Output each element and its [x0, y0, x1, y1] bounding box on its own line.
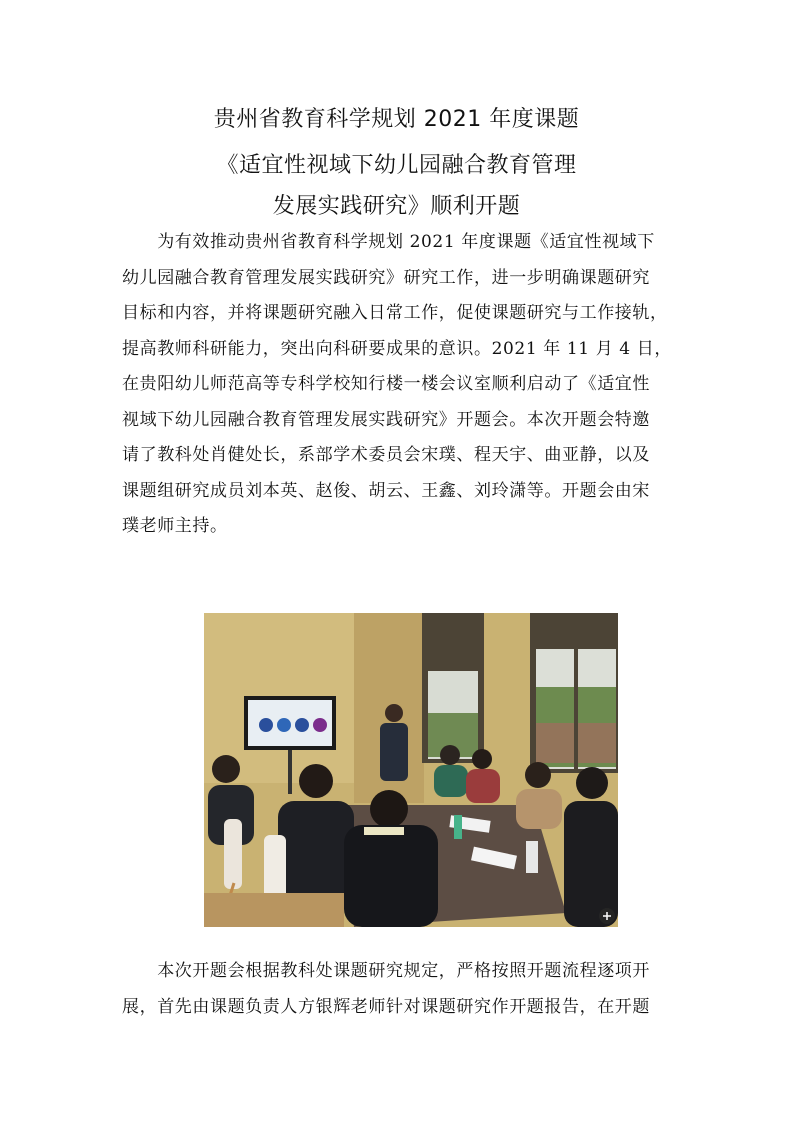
body-paragraph-2: [122, 954, 674, 1025]
paragraph-line: 视域下幼儿园融合教育管理发展实践研究》开题会。本次开题会特邀: [122, 409, 650, 430]
paragraph-line: 课题组研究成员刘本英、赵俊、胡云、王鑫、刘玲潇等。开题会由宋: [122, 480, 650, 501]
paragraph-line: 为有效推动贵州省教育科学规划 2021 年度课题《适宜性视域下: [122, 232, 655, 252]
paragraph-line: 展，首先由课题负责人方银辉老师针对课题研究作开题报告，在开题: [122, 996, 650, 1017]
page-title-line-3: 发展实践研究》顺利开题: [272, 194, 521, 219]
paragraph-line: 幼儿园融合教育管理发展实践研究》研究工作，进一步明确课题研究: [122, 267, 650, 288]
page-title-line-2: 《适宜性视域下幼儿园融合教育管理: [216, 153, 577, 178]
page-title-line-1: 贵州省教育科学规划 2021 年度课题: [213, 107, 580, 132]
paragraph-line: 璞老师主持。: [122, 516, 228, 536]
meeting-photo: [204, 613, 618, 927]
paragraph-line: 在贵阳幼儿师范高等专科学校知行楼一楼会议室顺利启动了《适宜性: [122, 374, 650, 394]
paragraph-line: 提高教师科研能力，突出向科研要成果的意识。2021 年 11 月 4 日，: [122, 338, 672, 359]
expand-icon[interactable]: [599, 908, 615, 924]
body-paragraph-1: [122, 225, 674, 545]
paragraph-line: 请了教科处肖健处长，系部学术委员会宋璞、程天宇、曲亚静，以及: [122, 445, 650, 465]
paragraph-line: 目标和内容，并将课题研究融入日常工作，促使课题研究与工作接轨，: [122, 303, 668, 323]
paragraph-line: 本次开题会根据教科处课题研究规定，严格按照开题流程逐项开: [122, 961, 650, 981]
